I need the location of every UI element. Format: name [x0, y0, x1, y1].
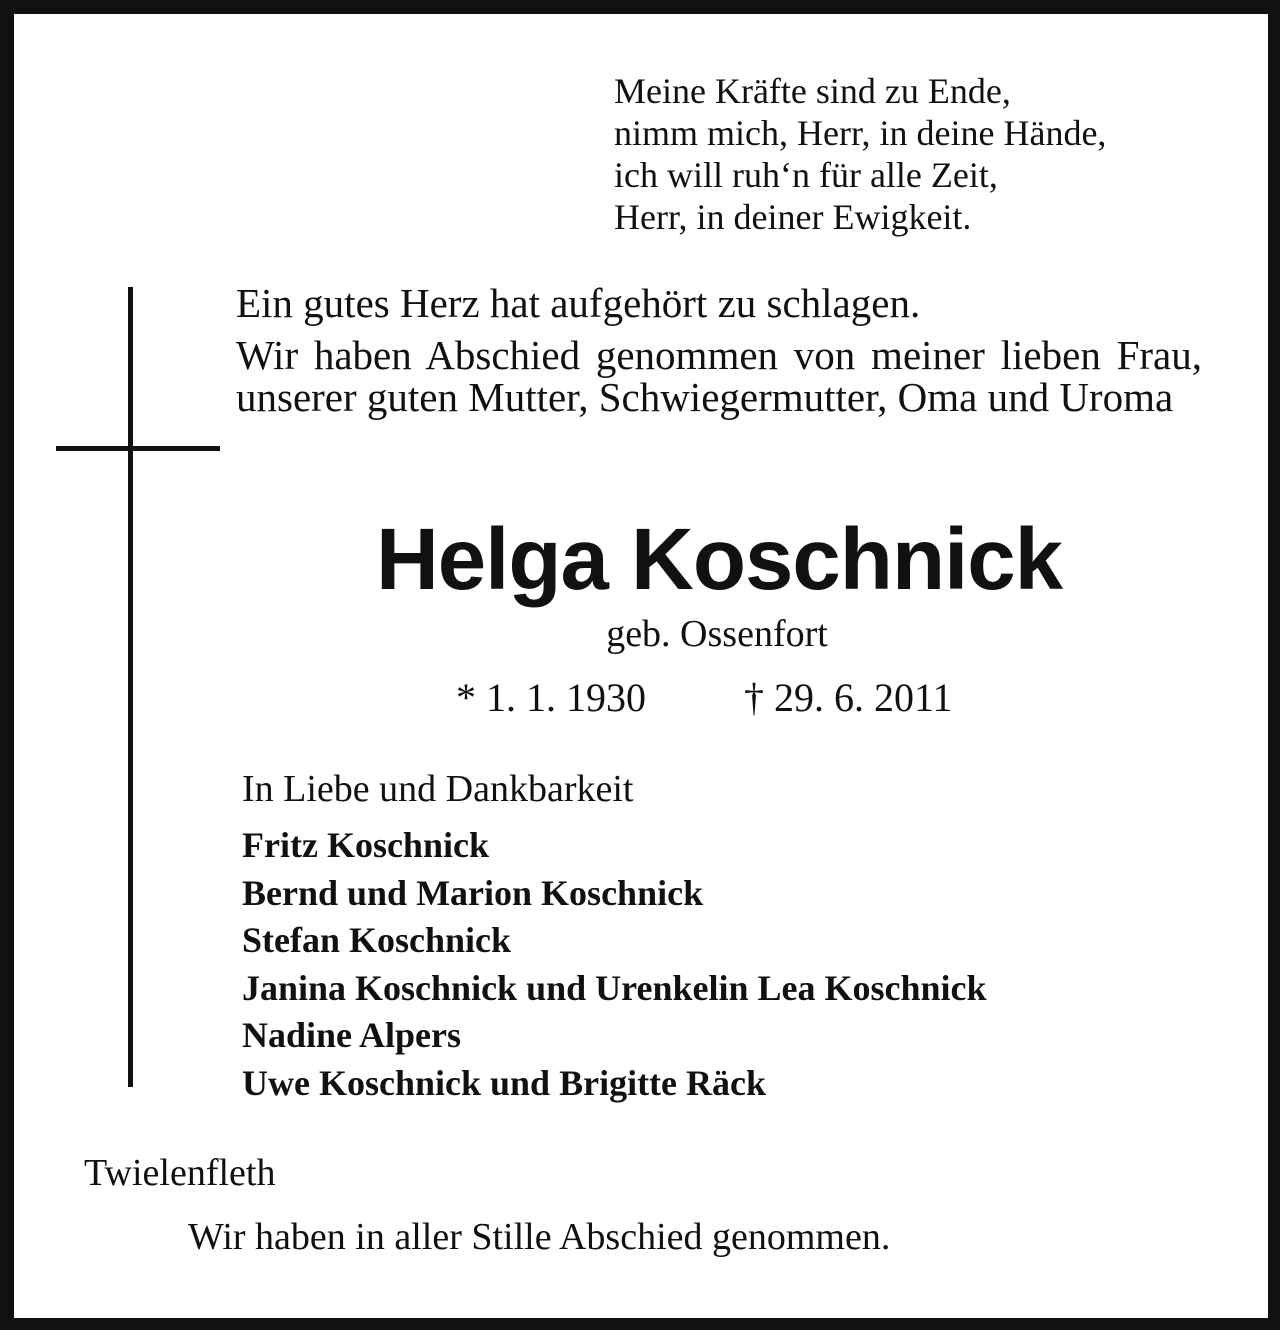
intro-text [236, 282, 1202, 418]
intro-paragraph: Wir haben Abschied genommen von meiner lieben Frau, unserer guten Mutter, Schwiegermutter, Oma und Uroma [236, 332, 1202, 420]
intro-first-line: Ein gutes Herz hat aufgehört zu schlagen. [236, 280, 921, 326]
cross-vertical-bar [128, 287, 133, 1087]
poem-line: nimm mich, Herr, in deine Hände, [614, 113, 1107, 153]
poem-verse [614, 70, 1106, 238]
birth-date: * 1. 1. 1930 [456, 675, 646, 720]
mourner-name: Bernd und Marion Koschnick [242, 872, 704, 913]
maiden-name: geb. Ossenfort [606, 613, 828, 655]
mourner-name: Uwe Koschnick und Brigitte Räck [242, 1062, 767, 1103]
closing-phrase: In Liebe und Dankbarkeit [242, 768, 634, 810]
mourner-name: Nadine Alpers [242, 1015, 462, 1055]
poem-line: Herr, in deiner Ewigkeit. [614, 197, 972, 237]
mourner-name: Fritz Koschnick [242, 825, 489, 865]
cross-horizontal-bar [56, 446, 220, 451]
poem-line: Meine Kräfte sind zu Ende, [614, 71, 1011, 111]
place-name: Twielenfleth [84, 1152, 276, 1194]
death-date: † 29. 6. 2011 [744, 675, 953, 720]
deceased-name: Helga Koschnick [375, 511, 1063, 608]
mourner-name: Janina Koschnick und Urenkelin Lea Koschnick [242, 967, 987, 1008]
mourners-list [242, 822, 987, 1107]
poem-line: ich will ruh‘n für alle Zeit, [614, 155, 998, 195]
funeral-note: Wir haben in aller Stille Abschied genommen. [188, 1216, 891, 1258]
mourner-name: Stefan Koschnick [242, 920, 512, 960]
